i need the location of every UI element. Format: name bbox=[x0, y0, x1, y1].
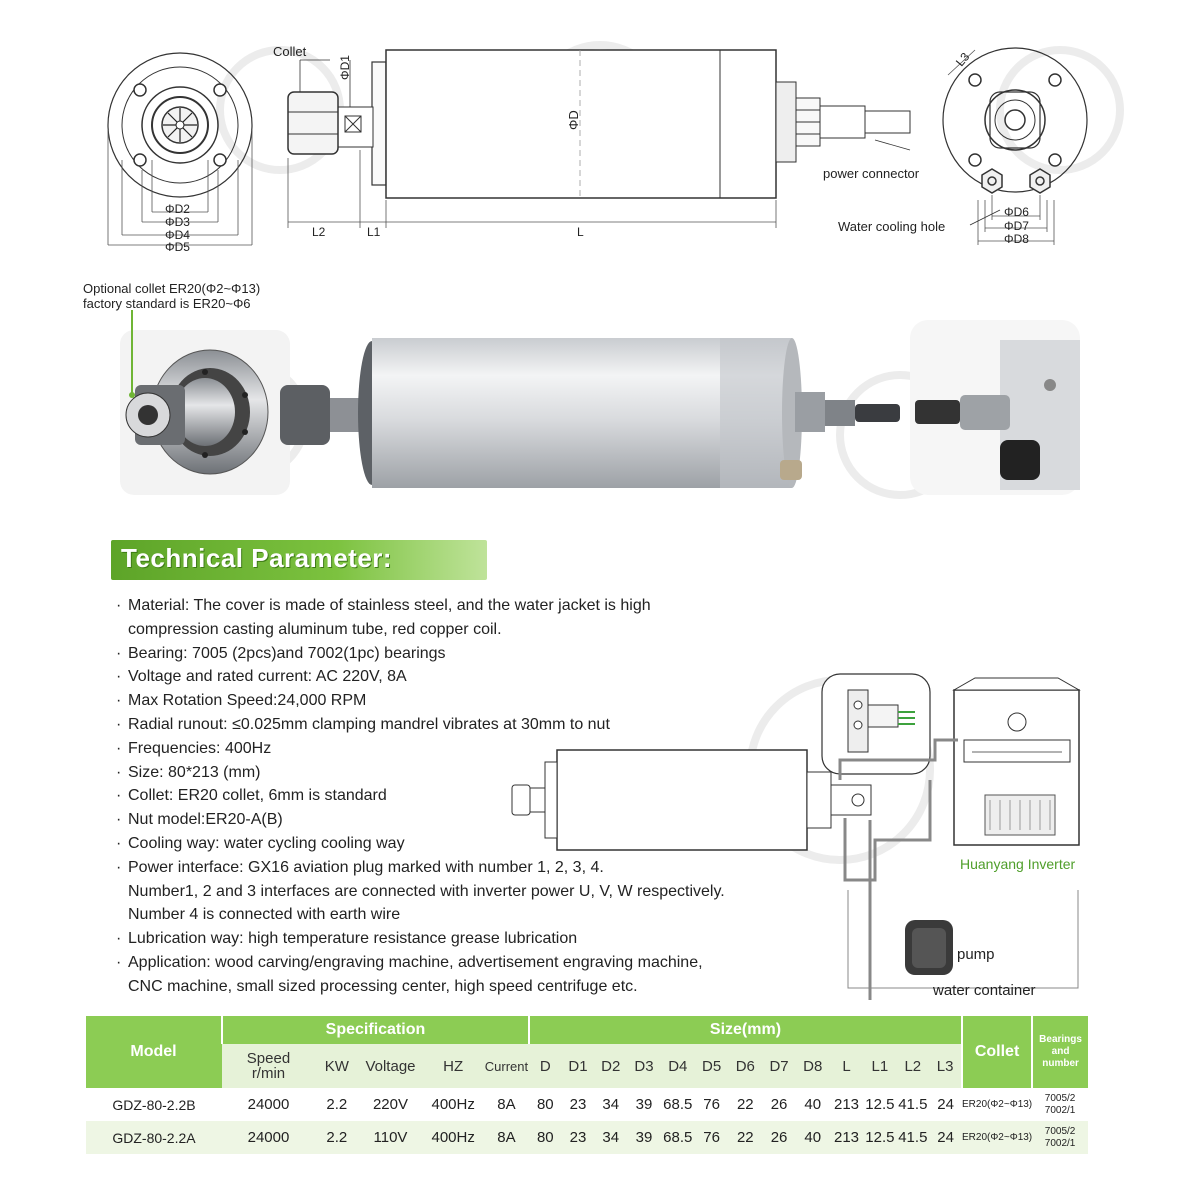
l1-cell: 12.5 bbox=[863, 1088, 896, 1121]
phi-d4-label: ΦD4 bbox=[165, 228, 190, 242]
d2-cell: 34 bbox=[594, 1088, 627, 1121]
l3-header: L3 bbox=[929, 1044, 962, 1088]
param-line: · Size: 80*213 (mm) bbox=[116, 763, 261, 781]
param-line: · Material: The cover is made of stainless steel, and the water jacket is high bbox=[116, 597, 651, 614]
phi-d-label: ΦD bbox=[566, 110, 581, 130]
d6-cell: 22 bbox=[728, 1121, 762, 1154]
d8-cell: 40 bbox=[796, 1121, 830, 1154]
param-line: · Bearing: 7005 (2pcs)and 7002(1pc) bearings bbox=[116, 644, 446, 662]
l2-label: L2 bbox=[312, 225, 326, 239]
d5-cell: 76 bbox=[695, 1088, 729, 1121]
voltage-cell: 220V bbox=[359, 1088, 423, 1121]
param-line: · Nut model:ER20-A(B) bbox=[116, 811, 283, 829]
param-line: · Power interface: GX16 aviation plug marked with number 1, 2, 3, 4. bbox=[116, 858, 604, 876]
d-cell: 80 bbox=[529, 1088, 562, 1121]
param-line: · Frequencies: 400Hz bbox=[116, 739, 272, 757]
collet-label: Collet bbox=[273, 44, 307, 59]
param-line: · Collet: ER20 collet, 6mm is standard bbox=[116, 787, 387, 805]
water-container-label: water container bbox=[933, 982, 1036, 999]
l2-header: L2 bbox=[896, 1044, 929, 1088]
d5-cell: 76 bbox=[695, 1121, 729, 1154]
d1-header: D1 bbox=[562, 1044, 595, 1088]
d3-header: D3 bbox=[627, 1044, 661, 1088]
phi-d3-label: ΦD3 bbox=[165, 215, 190, 229]
current-header: Current bbox=[484, 1044, 529, 1088]
d1-cell: 23 bbox=[562, 1088, 595, 1121]
param-line: · Lubrication way: high temperature resistance grease lubrication bbox=[116, 930, 578, 948]
speed-header: Speed r/min bbox=[222, 1044, 315, 1088]
hz-header: HZ bbox=[422, 1044, 484, 1088]
param-line: · Radial runout: ≤0.025mm clamping mandrel vibrates at 30mm to nut bbox=[116, 715, 610, 733]
l-header: L bbox=[830, 1044, 864, 1088]
collet-cell: ER20(Φ2~Φ13) bbox=[962, 1121, 1032, 1154]
bearings-header: Bearings and number bbox=[1032, 1016, 1088, 1088]
param-line: · Voltage and rated current: AC 220V, 8A bbox=[116, 668, 407, 686]
side-view bbox=[288, 50, 910, 228]
param-line: · Max Rotation Speed:24,000 RPM bbox=[116, 692, 367, 710]
l-cell: 213 bbox=[830, 1088, 864, 1121]
d4-cell: 68.5 bbox=[661, 1121, 695, 1154]
param-line: compression casting aluminum tube, red copper coil. bbox=[128, 620, 502, 638]
voltage-header: Voltage bbox=[359, 1044, 423, 1088]
l3-label: L3 bbox=[953, 49, 973, 69]
param-line: Number1, 2 and 3 interfaces are connected with inverter power U, V, W respectively. bbox=[128, 882, 725, 900]
collet-header: Collet bbox=[962, 1016, 1032, 1088]
d5-header: D5 bbox=[695, 1044, 729, 1088]
model-header: Model bbox=[86, 1016, 222, 1088]
param-line: · Application: wood carving/engraving machine, advertisement engraving machine, bbox=[116, 953, 703, 971]
d2-header: D2 bbox=[594, 1044, 627, 1088]
d7-header: D7 bbox=[762, 1044, 796, 1088]
d-header: D bbox=[529, 1044, 562, 1088]
current-cell: 8A bbox=[484, 1088, 529, 1121]
technical-parameter-banner bbox=[111, 540, 487, 580]
size-header: Size(mm) bbox=[529, 1016, 962, 1044]
phi-d6-label: ΦD6 bbox=[1004, 205, 1029, 219]
kw-cell: 2.2 bbox=[315, 1121, 359, 1154]
specification-table bbox=[86, 1016, 1088, 1154]
l3-cell: 24 bbox=[929, 1088, 962, 1121]
table-row bbox=[86, 1088, 1088, 1121]
phi-d8-label: ΦD8 bbox=[1004, 232, 1029, 246]
collet-note bbox=[83, 281, 260, 311]
collet-cell: ER20(Φ2~Φ13) bbox=[962, 1088, 1032, 1121]
l1-cell: 12.5 bbox=[863, 1121, 896, 1154]
d2-cell: 34 bbox=[594, 1121, 627, 1154]
model-cell: GDZ-80-2.2A bbox=[86, 1121, 222, 1154]
current-cell: 8A bbox=[484, 1121, 529, 1154]
d1-cell: 23 bbox=[562, 1121, 595, 1154]
technical-parameter-title: Technical Parameter: bbox=[121, 543, 393, 573]
phi-d5-label: ΦD5 bbox=[165, 240, 190, 254]
l3-cell: 24 bbox=[929, 1121, 962, 1154]
d4-header: D4 bbox=[661, 1044, 695, 1088]
d7-cell: 26 bbox=[762, 1088, 796, 1121]
d4-cell: 68.5 bbox=[661, 1088, 695, 1121]
d6-cell: 22 bbox=[728, 1088, 762, 1121]
d3-cell: 39 bbox=[627, 1121, 661, 1154]
hz-cell: 400Hz bbox=[422, 1121, 484, 1154]
collet-note-line1: Optional collet ER20(Φ2~Φ13) bbox=[83, 281, 261, 296]
phi-d7-label: ΦD7 bbox=[1004, 219, 1029, 233]
l-cell: 213 bbox=[830, 1121, 864, 1154]
kw-cell: 2.2 bbox=[315, 1088, 359, 1121]
speed-cell: 24000 bbox=[222, 1121, 315, 1154]
bearing-cell: 7005/2 7002/1 bbox=[1032, 1121, 1088, 1154]
phi-d1-label: ΦD1 bbox=[338, 55, 352, 80]
d8-cell: 40 bbox=[796, 1088, 830, 1121]
d3-cell: 39 bbox=[627, 1088, 661, 1121]
table-row bbox=[86, 1121, 1088, 1154]
param-line: · Cooling way: water cycling cooling way bbox=[116, 834, 405, 852]
l2-cell: 41.5 bbox=[896, 1121, 929, 1154]
parameter-list bbox=[116, 594, 836, 999]
l-label: L bbox=[577, 225, 584, 239]
hz-cell: 400Hz bbox=[422, 1088, 484, 1121]
collet-photo bbox=[120, 330, 290, 495]
kw-header: KW bbox=[315, 1044, 359, 1088]
model-cell: GDZ-80-2.2B bbox=[86, 1088, 222, 1121]
d7-cell: 26 bbox=[762, 1121, 796, 1154]
bearing-cell: 7005/2 7002/1 bbox=[1032, 1088, 1088, 1121]
collet-note-line2: factory standard is ER20~Φ6 bbox=[83, 296, 251, 311]
inverter-label: Huanyang Inverter bbox=[960, 856, 1076, 872]
param-line: Number 4 is connected with earth wire bbox=[128, 906, 401, 924]
voltage-cell: 110V bbox=[359, 1121, 423, 1154]
power-connector-label: power connector bbox=[823, 166, 920, 181]
specification-header: Specification bbox=[222, 1016, 529, 1044]
speed-cell: 24000 bbox=[222, 1088, 315, 1121]
param-line: CNC machine, small sized processing center, high speed centrifuge etc. bbox=[128, 977, 638, 995]
phi-d2-label: ΦD2 bbox=[165, 202, 190, 216]
l1-header: L1 bbox=[863, 1044, 896, 1088]
l2-cell: 41.5 bbox=[896, 1088, 929, 1121]
d6-header: D6 bbox=[728, 1044, 762, 1088]
spindle-photo bbox=[280, 320, 1080, 495]
d8-header: D8 bbox=[796, 1044, 830, 1088]
pump-label: pump bbox=[957, 946, 995, 963]
water-cooling-hole-label: Water cooling hole bbox=[838, 219, 946, 234]
d-cell: 80 bbox=[529, 1121, 562, 1154]
l1-label: L1 bbox=[367, 225, 381, 239]
